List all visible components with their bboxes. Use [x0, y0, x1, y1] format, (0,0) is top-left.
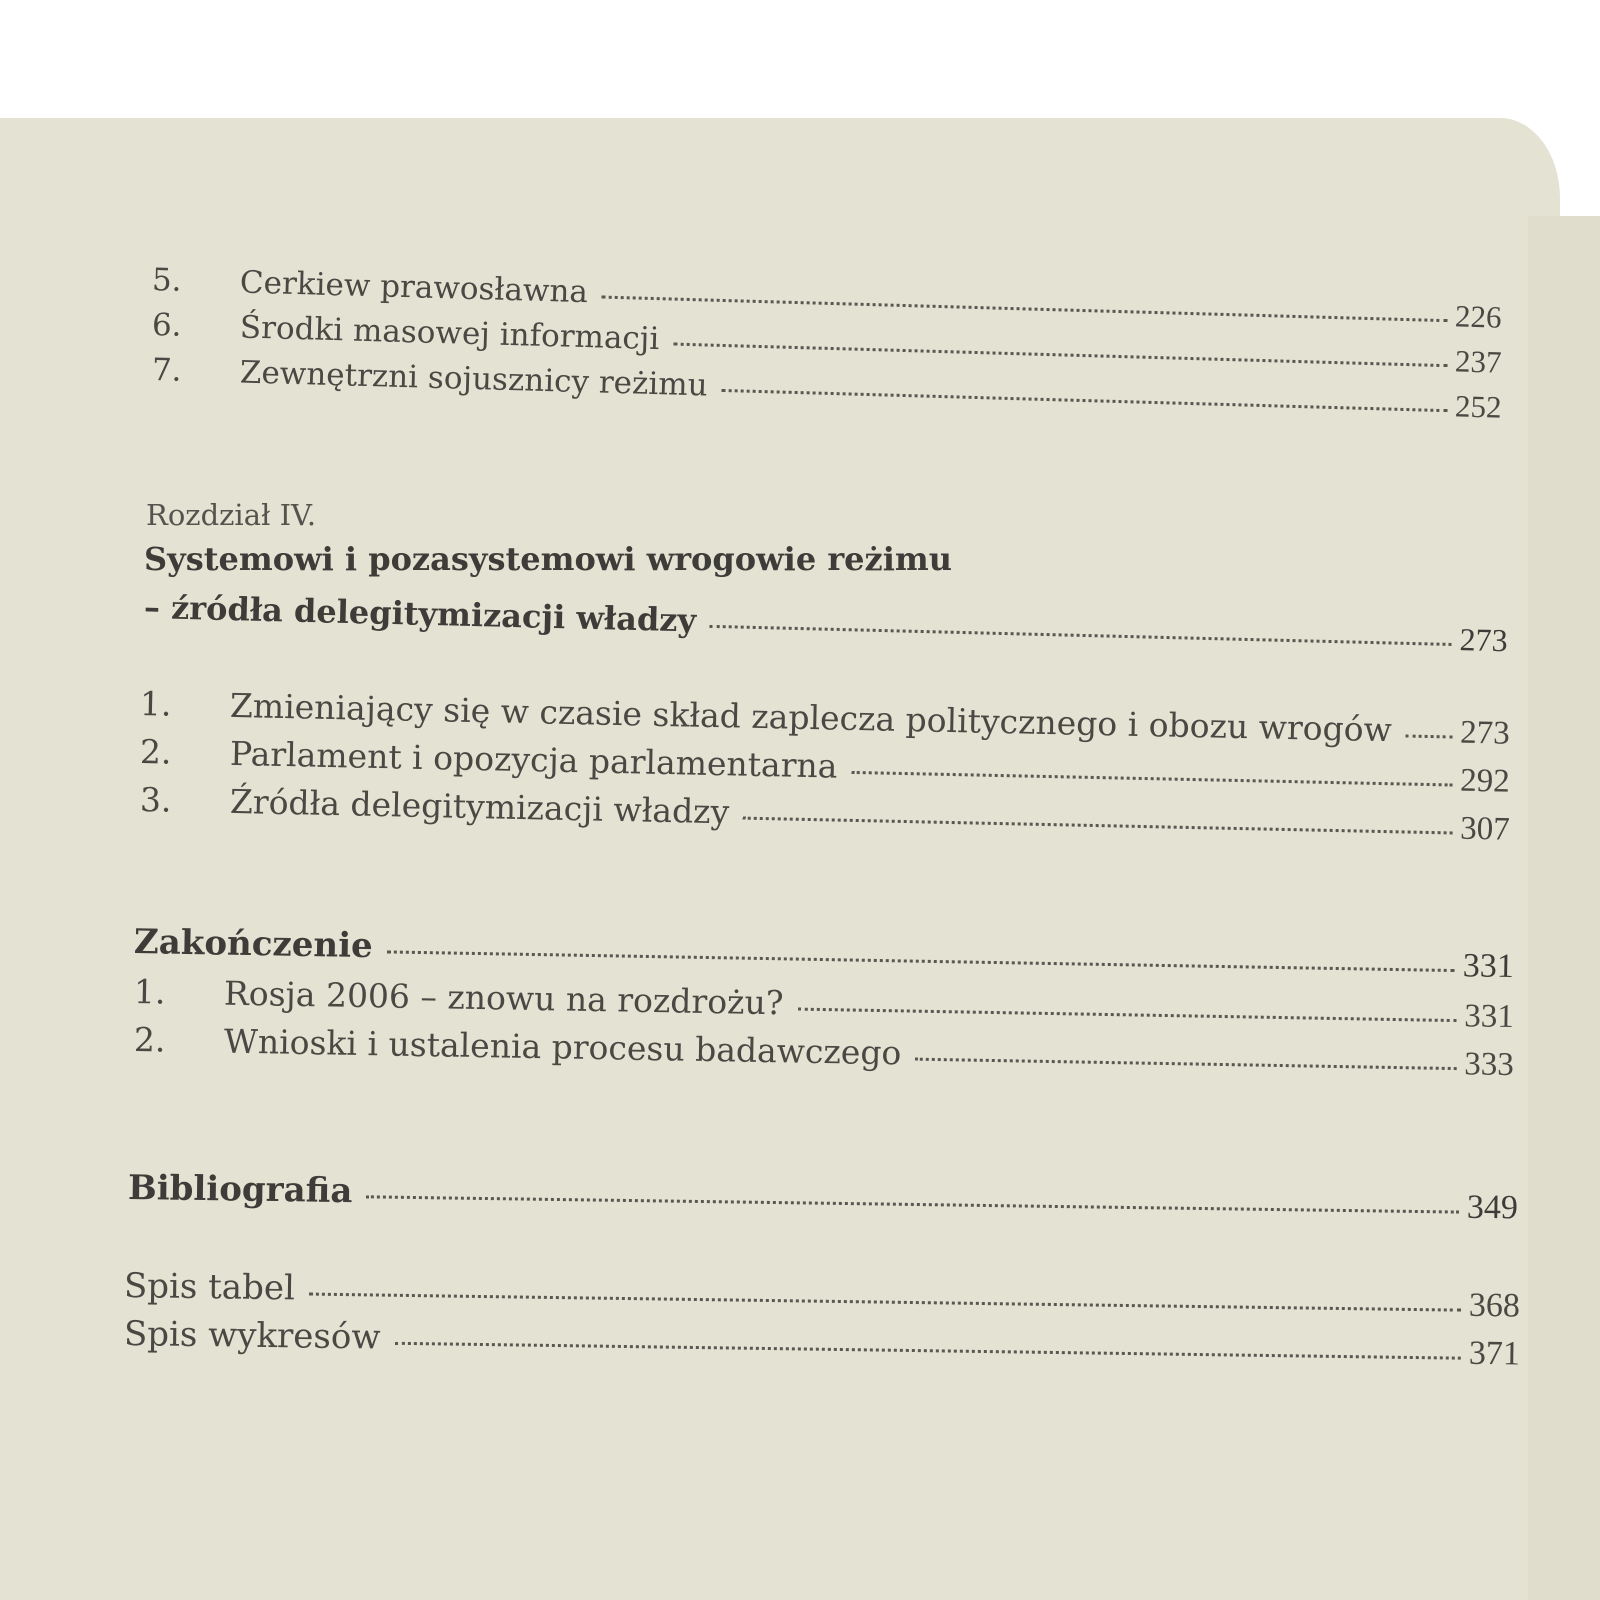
dot-leader	[394, 1342, 1460, 1360]
entry-page: 252	[1454, 388, 1502, 425]
dot-leader	[387, 950, 1455, 972]
entry-title: Parlament i opozycja parlamentarna	[229, 733, 838, 786]
entry-page: 273	[1459, 621, 1509, 659]
entry-page: 349	[1466, 1188, 1519, 1227]
entry-page: 273	[1459, 714, 1511, 752]
entry-number: 1.	[133, 972, 166, 1012]
entry-number: 5.	[151, 262, 183, 299]
chapter-label: Rozdział IV.	[146, 498, 317, 532]
dot-leader	[309, 1293, 1461, 1312]
entry-page: 331	[1462, 947, 1515, 986]
section-title: Zakończenie	[133, 922, 374, 967]
entry-title: Cerkiew prawosławna	[239, 264, 589, 311]
entry-page: 292	[1459, 762, 1511, 800]
entry-title: Spis wykresów	[123, 1314, 381, 1358]
section-title: Bibliografia	[127, 1168, 353, 1212]
entry-title: Źródła delegitymizacji władzy	[229, 781, 730, 832]
entry-page: 307	[1459, 810, 1511, 848]
dot-leader	[743, 817, 1452, 835]
entry-page: 368	[1468, 1286, 1521, 1325]
entry-number: 7.	[151, 352, 183, 389]
dot-leader	[915, 1058, 1456, 1070]
entry-number: 2.	[133, 1020, 166, 1060]
chapter-title: Systemowi i pozasystemowi wrogowie reżimu	[144, 540, 952, 578]
entry-number: 1.	[139, 684, 172, 724]
entry-title: Zewnętrzni sojusznicy reżimu	[239, 354, 709, 404]
next-page-edge	[1528, 216, 1600, 1600]
entry-title: Spis tabel	[123, 1266, 296, 1309]
entry-page: 226	[1454, 298, 1502, 335]
entry-title: Środki masowej informacji	[239, 309, 660, 358]
dot-leader	[366, 1195, 1459, 1213]
dot-leader	[1406, 735, 1452, 739]
entry-number: 2.	[139, 732, 172, 772]
dot-leader	[851, 771, 1452, 787]
chapter-title-line2: – źródła delegitymizacji władzy	[143, 588, 697, 640]
entry-number: 3.	[139, 780, 172, 820]
entry-page: 331	[1463, 998, 1515, 1036]
entry-title: Zmieniający się w czasie skład zaplecza politycznego i obozu wrogów	[229, 685, 1393, 750]
entry-page: 237	[1454, 343, 1502, 380]
entry-page: 371	[1468, 1334, 1521, 1373]
dot-leader	[797, 1008, 1456, 1022]
entry-title: Wnioski i ustalenia procesu badawczego	[223, 1021, 902, 1073]
entry-title: Rosja 2006 – znowu na rozdrożu?	[223, 973, 784, 1023]
entry-page: 333	[1463, 1046, 1515, 1084]
entry-number: 6.	[151, 307, 183, 344]
